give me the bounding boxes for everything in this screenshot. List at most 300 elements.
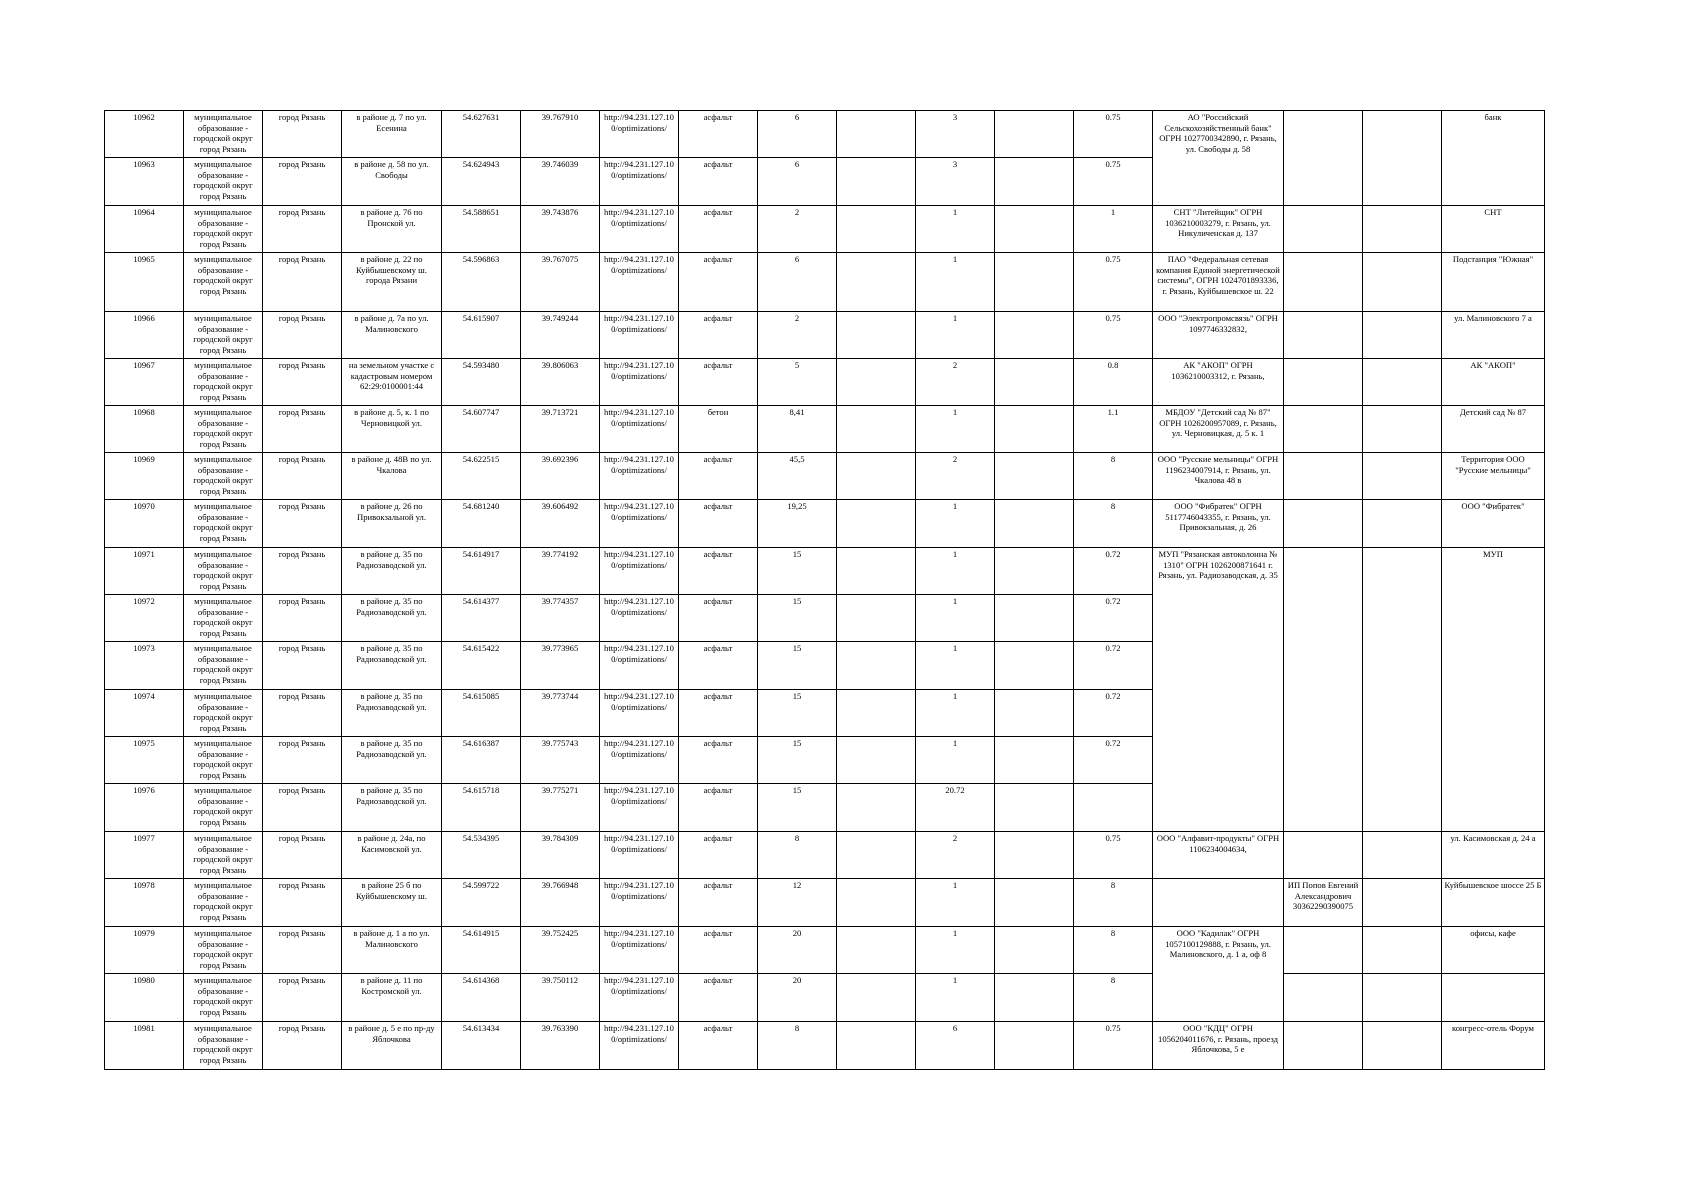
table-row: [105, 974, 1545, 1022]
owner-cell: ООО "КДЦ" ОГРН 1056204011676, г. Рязань, проезд Яблочкова, 5 е: [1153, 1022, 1284, 1070]
source-cell: конгресс-отель Форум: [1442, 1022, 1545, 1070]
municipality-cell: муниципальное образование - городской округ город Рязань: [184, 453, 263, 500]
owner-cell: ООО "Русские мельницы" ОГРН 1196234007914, г. Рязань, ул. Чкалова 48 в: [1153, 453, 1284, 500]
containers-cell: 1: [916, 206, 995, 253]
url-cell: http://94.231.127.10 0/optimizations/: [600, 974, 679, 1022]
empty-cell: [1363, 206, 1442, 253]
owner-ip-cell: [1284, 548, 1363, 832]
registry-body: [105, 111, 1545, 1070]
url-cell: http://94.231.127.10 0/optimizations/: [600, 206, 679, 253]
municipality-cell: муниципальное образование - городской округ город Рязань: [184, 737, 263, 784]
surface-cell: асфальт: [679, 784, 758, 832]
empty-cell: [837, 690, 916, 737]
city-cell: город Рязань: [263, 737, 342, 784]
owner-ip-cell: [1284, 312, 1363, 359]
surface-cell: асфальт: [679, 158, 758, 206]
url-cell: http://94.231.127.10 0/optimizations/: [600, 453, 679, 500]
containers-cell: 1: [916, 974, 995, 1022]
surface-cell: асфальт: [679, 253, 758, 312]
surface-cell: асфальт: [679, 312, 758, 359]
latitude-cell: 54.622515: [442, 453, 521, 500]
city-cell: город Рязань: [263, 206, 342, 253]
surface-cell: асфальт: [679, 548, 758, 595]
record-id-cell: 10980: [105, 974, 184, 1022]
municipality-cell: муниципальное образование - городской округ город Рязань: [184, 500, 263, 548]
owner-cell: ООО "Фибратек" ОГРН 5117746043355, г. Рязань, ул. Привокзальная, д. 26: [1153, 500, 1284, 548]
longitude-cell: 39.692396: [521, 453, 600, 500]
owner-cell: АК "АКОП" ОГРН 1036210003312, г. Рязань,: [1153, 359, 1284, 406]
latitude-cell: 54.534395: [442, 832, 521, 879]
empty-cell: [995, 974, 1074, 1022]
empty-cell: [837, 879, 916, 927]
surface-cell: асфальт: [679, 359, 758, 406]
empty-cell: [1363, 406, 1442, 453]
record-id-cell: 10968: [105, 406, 184, 453]
volume-cell: 0.72: [1074, 595, 1153, 642]
latitude-cell: 54.613434: [442, 1022, 521, 1070]
empty-cell: [995, 359, 1074, 406]
empty-cell: [995, 879, 1074, 927]
owner-cell: [1153, 879, 1284, 927]
table-row: [105, 312, 1545, 359]
empty-cell: [995, 500, 1074, 548]
area-cell: 15: [758, 642, 837, 690]
city-cell: город Рязань: [263, 927, 342, 974]
owner-ip-cell: [1284, 1022, 1363, 1070]
record-id-cell: 10972: [105, 595, 184, 642]
empty-cell: [837, 784, 916, 832]
municipality-cell: муниципальное образование - городской округ город Рязань: [184, 784, 263, 832]
record-id-cell: 10962: [105, 111, 184, 158]
record-id-cell: 10974: [105, 690, 184, 737]
table-row: [105, 879, 1545, 927]
table-row: [105, 253, 1545, 312]
surface-cell: асфальт: [679, 642, 758, 690]
source-cell: МУП: [1442, 548, 1545, 832]
url-cell: http://94.231.127.10 0/optimizations/: [600, 690, 679, 737]
volume-cell: [1074, 784, 1153, 832]
location-cell: в районе д. 76 по Пронской ул.: [342, 206, 442, 253]
municipality-cell: муниципальное образование - городской округ город Рязань: [184, 974, 263, 1022]
location-cell: в районе д. 5 е по пр-ду Яблочкова: [342, 1022, 442, 1070]
containers-cell: 3: [916, 158, 995, 206]
latitude-cell: 54.614377: [442, 595, 521, 642]
record-id-cell: 10965: [105, 253, 184, 312]
containers-cell: 1: [916, 927, 995, 974]
owner-cell: ООО "Кадилак" ОГРН 1057100129888, г. Рязань, ул. Малиновского, д. 1 а, оф 8: [1153, 927, 1284, 1022]
url-cell: http://94.231.127.10 0/optimizations/: [600, 548, 679, 595]
municipality-cell: муниципальное образование - городской округ город Рязань: [184, 595, 263, 642]
longitude-cell: 39.746039: [521, 158, 600, 206]
municipality-cell: муниципальное образование - городской округ город Рязань: [184, 832, 263, 879]
city-cell: город Рязань: [263, 158, 342, 206]
municipality-cell: муниципальное образование - городской округ город Рязань: [184, 1022, 263, 1070]
latitude-cell: 54.624943: [442, 158, 521, 206]
empty-cell: [1363, 359, 1442, 406]
owner-cell: АО "Российский Сельскохозяйственный банк" ОГРН 1027700342890, г. Рязань, ул. Свободы д. 58: [1153, 111, 1284, 206]
municipality-cell: муниципальное образование - городской округ город Рязань: [184, 406, 263, 453]
municipality-cell: муниципальное образование - городской округ город Рязань: [184, 927, 263, 974]
source-cell: ул. Малиновского 7 а: [1442, 312, 1545, 359]
longitude-cell: 39.767910: [521, 111, 600, 158]
source-cell: Куйбышевское шоссе 25 Б: [1442, 879, 1545, 927]
area-cell: 2: [758, 312, 837, 359]
volume-cell: 0.8: [1074, 359, 1153, 406]
owner-ip-cell: [1284, 453, 1363, 500]
longitude-cell: 39.750112: [521, 974, 600, 1022]
registry-table: [104, 110, 1545, 1070]
table-row: [105, 453, 1545, 500]
empty-cell: [995, 253, 1074, 312]
empty-cell: [1363, 832, 1442, 879]
url-cell: http://94.231.127.10 0/optimizations/: [600, 500, 679, 548]
latitude-cell: 54.681240: [442, 500, 521, 548]
area-cell: 15: [758, 737, 837, 784]
longitude-cell: 39.773965: [521, 642, 600, 690]
record-id-cell: 10975: [105, 737, 184, 784]
city-cell: город Рязань: [263, 453, 342, 500]
area-cell: 5: [758, 359, 837, 406]
containers-cell: 1: [916, 737, 995, 784]
containers-cell: 1: [916, 595, 995, 642]
location-cell: в районе д. 48В по ул. Чкалова: [342, 453, 442, 500]
city-cell: город Рязань: [263, 359, 342, 406]
empty-cell: [1363, 453, 1442, 500]
empty-cell: [837, 595, 916, 642]
location-cell: в районе д. 26 по Привокзальной ул.: [342, 500, 442, 548]
empty-cell: [1363, 253, 1442, 312]
empty-cell: [837, 206, 916, 253]
latitude-cell: 54.615907: [442, 312, 521, 359]
owner-ip-cell: [1284, 832, 1363, 879]
owner-ip-cell: [1284, 406, 1363, 453]
location-cell: на земельном участке с кадастровым номером 62:29:0100001:44: [342, 359, 442, 406]
volume-cell: 0.75: [1074, 1022, 1153, 1070]
latitude-cell: 54.588651: [442, 206, 521, 253]
location-cell: в районе д. 35 по Радиозаводской ул.: [342, 642, 442, 690]
empty-cell: [995, 1022, 1074, 1070]
location-cell: в районе д. 35 по Радиозаводской ул.: [342, 548, 442, 595]
owner-cell: МУП "Рязанская автоколонна № 1310" ОГРН 1026200871641 г. Рязань, ул. Радиозаводская, д. 35: [1153, 548, 1284, 832]
empty-cell: [995, 453, 1074, 500]
latitude-cell: 54.614915: [442, 927, 521, 974]
municipality-cell: муниципальное образование - городской округ город Рязань: [184, 206, 263, 253]
record-id-cell: 10969: [105, 453, 184, 500]
url-cell: http://94.231.127.10 0/optimizations/: [600, 253, 679, 312]
location-cell: в районе 25 б по Куйбышевскому ш.: [342, 879, 442, 927]
longitude-cell: 39.806063: [521, 359, 600, 406]
empty-cell: [837, 548, 916, 595]
area-cell: 8: [758, 832, 837, 879]
volume-cell: 0.75: [1074, 312, 1153, 359]
municipality-cell: муниципальное образование - городской округ город Рязань: [184, 642, 263, 690]
location-cell: в районе д. 58 по ул. Свободы: [342, 158, 442, 206]
empty-cell: [837, 253, 916, 312]
location-cell: в районе д. 35 по Радиозаводской ул.: [342, 784, 442, 832]
url-cell: http://94.231.127.10 0/optimizations/: [600, 312, 679, 359]
table-row: [105, 500, 1545, 548]
surface-cell: асфальт: [679, 595, 758, 642]
latitude-cell: 54.615422: [442, 642, 521, 690]
containers-cell: 1: [916, 690, 995, 737]
area-cell: 15: [758, 548, 837, 595]
table-row: [105, 359, 1545, 406]
volume-cell: 8: [1074, 453, 1153, 500]
latitude-cell: 54.607747: [442, 406, 521, 453]
longitude-cell: 39.774357: [521, 595, 600, 642]
record-id-cell: 10963: [105, 158, 184, 206]
containers-cell: 1: [916, 312, 995, 359]
containers-cell: 1: [916, 642, 995, 690]
empty-cell: [1363, 548, 1442, 832]
owner-cell: СНТ "Литейщик" ОГРН 1036210003279, г. Рязань, ул. Никуличенская д. 137: [1153, 206, 1284, 253]
volume-cell: 8: [1074, 927, 1153, 974]
area-cell: 8: [758, 1022, 837, 1070]
empty-cell: [837, 111, 916, 158]
volume-cell: 0.72: [1074, 642, 1153, 690]
area-cell: 6: [758, 253, 837, 312]
url-cell: http://94.231.127.10 0/optimizations/: [600, 927, 679, 974]
empty-cell: [995, 927, 1074, 974]
empty-cell: [837, 500, 916, 548]
latitude-cell: 54.614368: [442, 974, 521, 1022]
latitude-cell: 54.616387: [442, 737, 521, 784]
latitude-cell: 54.596863: [442, 253, 521, 312]
surface-cell: асфальт: [679, 111, 758, 158]
record-id-cell: 10977: [105, 832, 184, 879]
latitude-cell: 54.615085: [442, 690, 521, 737]
source-cell: АК "АКОП": [1442, 359, 1545, 406]
city-cell: город Рязань: [263, 784, 342, 832]
table-row: [105, 111, 1545, 158]
surface-cell: асфальт: [679, 927, 758, 974]
empty-cell: [837, 1022, 916, 1070]
record-id-cell: 10976: [105, 784, 184, 832]
empty-cell: [995, 206, 1074, 253]
containers-cell: 6: [916, 1022, 995, 1070]
source-cell: Детский сад № 87: [1442, 406, 1545, 453]
empty-cell: [837, 406, 916, 453]
empty-cell: [995, 784, 1074, 832]
url-cell: http://94.231.127.10 0/optimizations/: [600, 359, 679, 406]
record-id-cell: 10973: [105, 642, 184, 690]
volume-cell: 1: [1074, 206, 1153, 253]
owner-ip-cell: ИП Попов Евгений Александрович 30362290390075: [1284, 879, 1363, 927]
longitude-cell: 39.749244: [521, 312, 600, 359]
longitude-cell: 39.752425: [521, 927, 600, 974]
table-row: [105, 1022, 1545, 1070]
area-cell: 6: [758, 111, 837, 158]
volume-cell: 0.75: [1074, 111, 1153, 158]
area-cell: 15: [758, 784, 837, 832]
empty-cell: [837, 642, 916, 690]
containers-cell: 1: [916, 548, 995, 595]
surface-cell: бетон: [679, 406, 758, 453]
url-cell: http://94.231.127.10 0/optimizations/: [600, 642, 679, 690]
area-cell: 45,5: [758, 453, 837, 500]
surface-cell: асфальт: [679, 832, 758, 879]
containers-cell: 2: [916, 832, 995, 879]
latitude-cell: 54.615718: [442, 784, 521, 832]
containers-cell: 1: [916, 253, 995, 312]
volume-cell: 0.75: [1074, 158, 1153, 206]
empty-cell: [995, 832, 1074, 879]
longitude-cell: 39.713721: [521, 406, 600, 453]
location-cell: в районе д. 11 по Костромской ул.: [342, 974, 442, 1022]
containers-cell: 20.72: [916, 784, 995, 832]
owner-cell: ООО "Алфавит-продукты" ОГРН 1106234004634,: [1153, 832, 1284, 879]
municipality-cell: муниципальное образование - городской округ город Рязань: [184, 253, 263, 312]
volume-cell: 8: [1074, 879, 1153, 927]
containers-cell: 3: [916, 111, 995, 158]
record-id-cell: 10979: [105, 927, 184, 974]
location-cell: в районе д. 35 по Радиозаводской ул.: [342, 690, 442, 737]
surface-cell: асфальт: [679, 500, 758, 548]
area-cell: 20: [758, 927, 837, 974]
surface-cell: асфальт: [679, 453, 758, 500]
empty-cell: [995, 548, 1074, 595]
containers-cell: 2: [916, 453, 995, 500]
owner-ip-cell: [1284, 500, 1363, 548]
empty-cell: [995, 111, 1074, 158]
area-cell: 12: [758, 879, 837, 927]
longitude-cell: 39.774192: [521, 548, 600, 595]
municipality-cell: муниципальное образование - городской округ город Рязань: [184, 548, 263, 595]
containers-cell: 2: [916, 359, 995, 406]
area-cell: 15: [758, 690, 837, 737]
empty-cell: [995, 406, 1074, 453]
record-id-cell: 10981: [105, 1022, 184, 1070]
volume-cell: 0.72: [1074, 548, 1153, 595]
url-cell: http://94.231.127.10 0/optimizations/: [600, 737, 679, 784]
empty-cell: [837, 832, 916, 879]
url-cell: http://94.231.127.10 0/optimizations/: [600, 595, 679, 642]
volume-cell: 0.72: [1074, 690, 1153, 737]
url-cell: http://94.231.127.10 0/optimizations/: [600, 158, 679, 206]
url-cell: http://94.231.127.10 0/optimizations/: [600, 406, 679, 453]
empty-cell: [837, 158, 916, 206]
city-cell: город Рязань: [263, 253, 342, 312]
empty-cell: [995, 737, 1074, 784]
owner-ip-cell: [1284, 927, 1363, 974]
city-cell: город Рязань: [263, 1022, 342, 1070]
owner-ip-cell: [1284, 253, 1363, 312]
empty-cell: [995, 158, 1074, 206]
record-id-cell: 10964: [105, 206, 184, 253]
location-cell: в районе д. 35 по Радиозаводской ул.: [342, 737, 442, 784]
longitude-cell: 39.766948: [521, 879, 600, 927]
empty-cell: [1363, 927, 1442, 974]
longitude-cell: 39.775743: [521, 737, 600, 784]
owner-cell: МБДОУ "Детский сад № 87" ОГРН 1026200957089, г. Рязань, ул. Черновицкая, д. 5 к. 1: [1153, 406, 1284, 453]
surface-cell: асфальт: [679, 690, 758, 737]
city-cell: город Рязань: [263, 312, 342, 359]
longitude-cell: 39.767075: [521, 253, 600, 312]
empty-cell: [1363, 1022, 1442, 1070]
city-cell: город Рязань: [263, 832, 342, 879]
latitude-cell: 54.593480: [442, 359, 521, 406]
location-cell: в районе д. 35 по Радиозаводской ул.: [342, 595, 442, 642]
longitude-cell: 39.743876: [521, 206, 600, 253]
city-cell: город Рязань: [263, 879, 342, 927]
table-row: [105, 832, 1545, 879]
location-cell: в районе д. 22 по Куйбышевскому ш. города Рязани: [342, 253, 442, 312]
longitude-cell: 39.784309: [521, 832, 600, 879]
owner-cell: ПАО "Федеральная сетевая компания Единой энергетической системы", ОГРН 1024701893336, г. Рязань, Куйбышевское ш. 22: [1153, 253, 1284, 312]
source-cell: банк: [1442, 111, 1545, 206]
city-cell: город Рязань: [263, 642, 342, 690]
record-id-cell: 10971: [105, 548, 184, 595]
url-cell: http://94.231.127.10 0/optimizations/: [600, 879, 679, 927]
url-cell: http://94.231.127.10 0/optimizations/: [600, 1022, 679, 1070]
location-cell: в районе д. 1 а по ул. Малиновского: [342, 927, 442, 974]
source-cell: [1442, 974, 1545, 1022]
municipality-cell: муниципальное образование - городской округ город Рязань: [184, 158, 263, 206]
latitude-cell: 54.627631: [442, 111, 521, 158]
volume-cell: 0.75: [1074, 253, 1153, 312]
surface-cell: асфальт: [679, 737, 758, 784]
record-id-cell: 10970: [105, 500, 184, 548]
source-cell: Территория ООО "Русские мельницы": [1442, 453, 1545, 500]
municipality-cell: муниципальное образование - городской округ город Рязань: [184, 111, 263, 158]
source-cell: офисы, кафе: [1442, 927, 1545, 974]
owner-cell: ООО "Электропромсвязь" ОГРН 1097746332832,: [1153, 312, 1284, 359]
volume-cell: 0.72: [1074, 737, 1153, 784]
surface-cell: асфальт: [679, 206, 758, 253]
table-row: [105, 206, 1545, 253]
owner-ip-cell: [1284, 206, 1363, 253]
municipality-cell: муниципальное образование - городской округ город Рязань: [184, 690, 263, 737]
city-cell: город Рязань: [263, 974, 342, 1022]
volume-cell: 0.75: [1074, 832, 1153, 879]
city-cell: город Рязань: [263, 595, 342, 642]
empty-cell: [1363, 879, 1442, 927]
empty-cell: [837, 737, 916, 784]
empty-cell: [995, 642, 1074, 690]
empty-cell: [1363, 500, 1442, 548]
empty-cell: [837, 927, 916, 974]
source-cell: Подстанция "Южная": [1442, 253, 1545, 312]
containers-cell: 1: [916, 406, 995, 453]
volume-cell: 8: [1074, 500, 1153, 548]
surface-cell: асфальт: [679, 1022, 758, 1070]
volume-cell: 8: [1074, 974, 1153, 1022]
location-cell: в районе д. 5, к. 1 по Черновицкой ул.: [342, 406, 442, 453]
volume-cell: 1.1: [1074, 406, 1153, 453]
record-id-cell: 10967: [105, 359, 184, 406]
location-cell: в районе д. 7 по ул. Есенина: [342, 111, 442, 158]
surface-cell: асфальт: [679, 879, 758, 927]
municipality-cell: муниципальное образование - городской округ город Рязань: [184, 359, 263, 406]
longitude-cell: 39.773744: [521, 690, 600, 737]
longitude-cell: 39.775271: [521, 784, 600, 832]
source-cell: ул. Касимовская д. 24 а: [1442, 832, 1545, 879]
city-cell: город Рязань: [263, 548, 342, 595]
url-cell: http://94.231.127.10 0/optimizations/: [600, 784, 679, 832]
area-cell: 8,41: [758, 406, 837, 453]
empty-cell: [1363, 111, 1442, 206]
latitude-cell: 54.614917: [442, 548, 521, 595]
area-cell: 19,25: [758, 500, 837, 548]
empty-cell: [995, 312, 1074, 359]
location-cell: в районе д. 7а по ул. Малиновского: [342, 312, 442, 359]
containers-cell: 1: [916, 879, 995, 927]
area-cell: 15: [758, 595, 837, 642]
record-id-cell: 10966: [105, 312, 184, 359]
owner-ip-cell: [1284, 359, 1363, 406]
owner-ip-cell: [1284, 111, 1363, 206]
location-cell: в районе д. 24а, по Касимовской ул.: [342, 832, 442, 879]
